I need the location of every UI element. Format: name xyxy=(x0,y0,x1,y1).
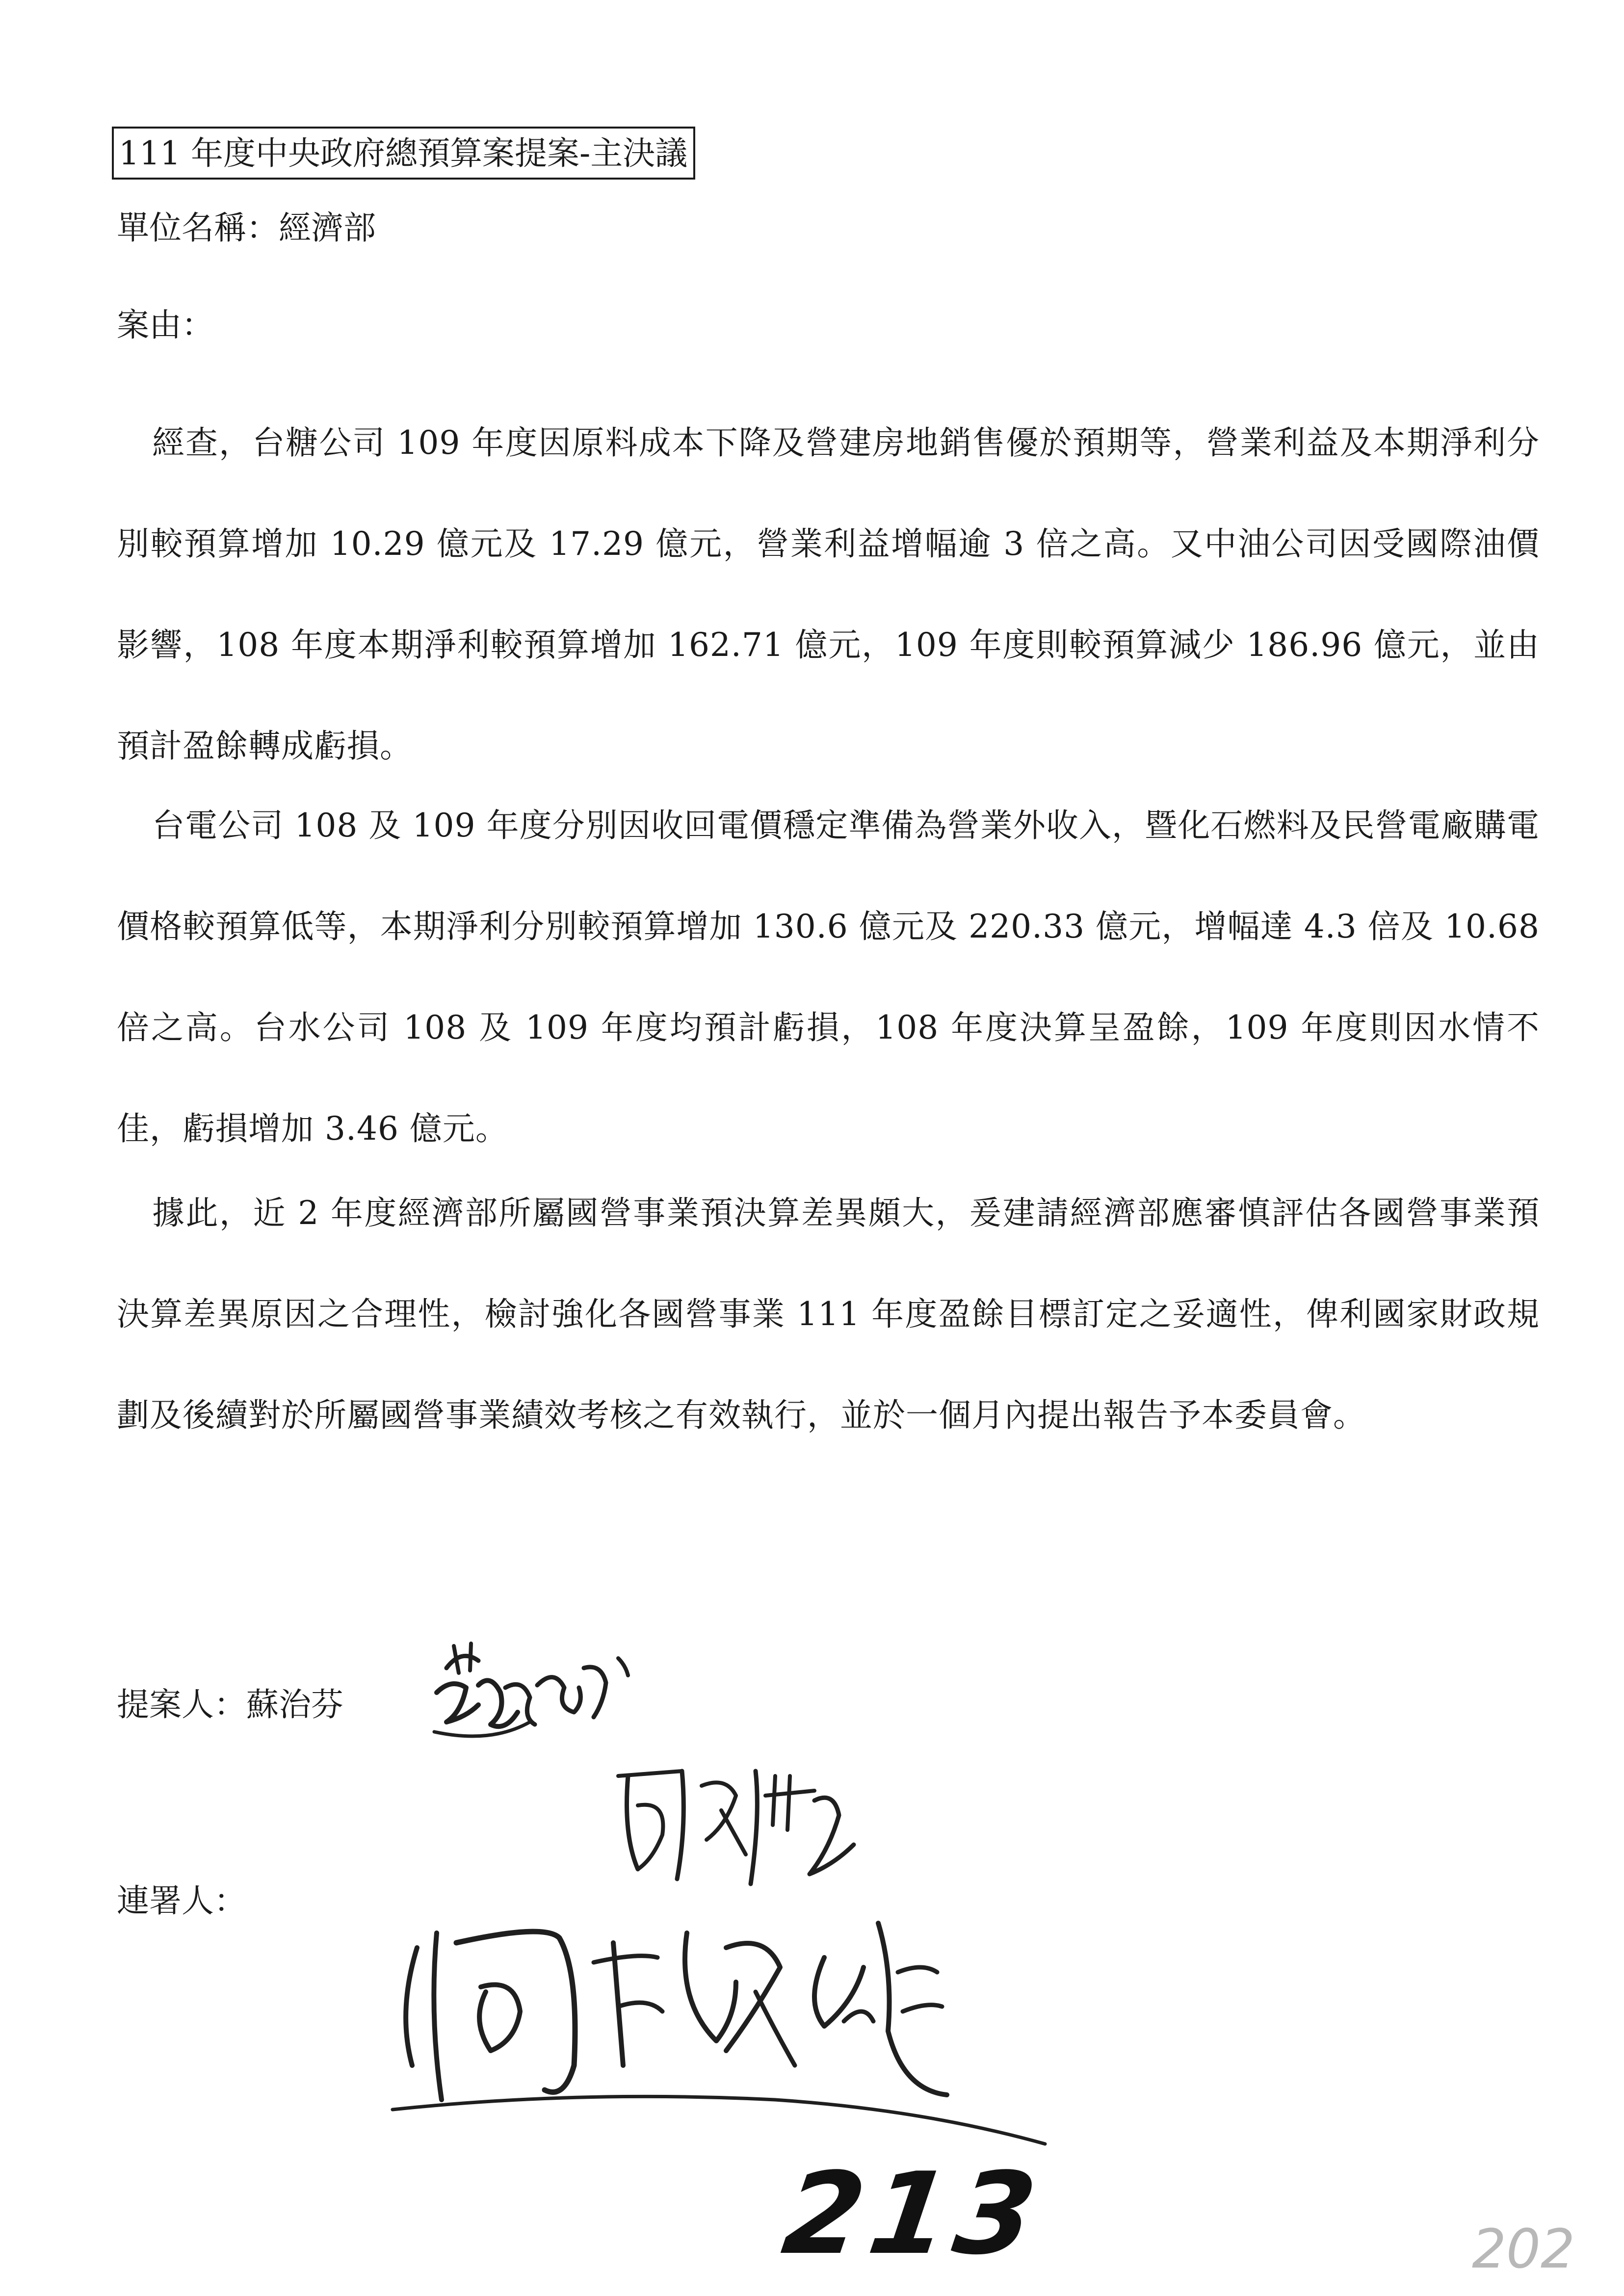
cosigner-signature-2 xyxy=(383,1904,1070,2178)
document-title: 111 年度中央政府總預算案提案-主決議 xyxy=(112,127,695,180)
proposer-line: 提案人：蘇治芬 xyxy=(117,1686,343,1723)
reason-label: 案由： xyxy=(117,306,214,344)
body-paragraph: 台電公司 108 及 109 年度分別因收回電價穩定準備為營業外收入，暨化石燃料及民營電廠購電價格較預算低等，本期淨利分別較預算增加 130.6 億元及 220.33 億元，增幅達 4.3 倍及 10.68 倍之高。台水公司 108 及 109 年度均預計虧損，108 年度決算呈盈餘，109 年度則因水情不佳，虧損增加 3.46 億元。 xyxy=(117,807,1540,1148)
cosigner-signature-1 xyxy=(608,1756,864,1904)
unit-name-line: 單位名稱：經濟部 xyxy=(117,209,376,247)
proposer-signature xyxy=(432,1639,638,1766)
cosigner-label: 連署人： xyxy=(117,1882,246,1920)
corner-page-number: 202 xyxy=(1472,2218,1575,2280)
body-paragraph: 經查，台糖公司 109 年度因原料成本下降及營建房地銷售優於預期等，營業利益及本期淨利分別較預算增加 10.29 億元及 17.29 億元，營業利益增幅逾 3 倍之高。又中油公司因受國際油價影響，108 年度本期淨利較預算增加 162.71 億元，109 年度則較預算減少 186.96 億元，並由預計盈餘轉成虧損。 xyxy=(117,424,1540,765)
page-number: 213 xyxy=(776,2149,1050,2280)
body-paragraph: 據此，近 2 年度經濟部所屬國營事業預決算差異頗大，爰建請經濟部應審慎評估各國營事業預決算差異原因之合理性，檢討強化各國營事業 111 年度盈餘目標訂定之妥適性，俾利國家財政規劃及後續對於所屬國營事業績效考核之有效執行，並於一個月內提出報告予本委員會。 xyxy=(117,1194,1540,1434)
